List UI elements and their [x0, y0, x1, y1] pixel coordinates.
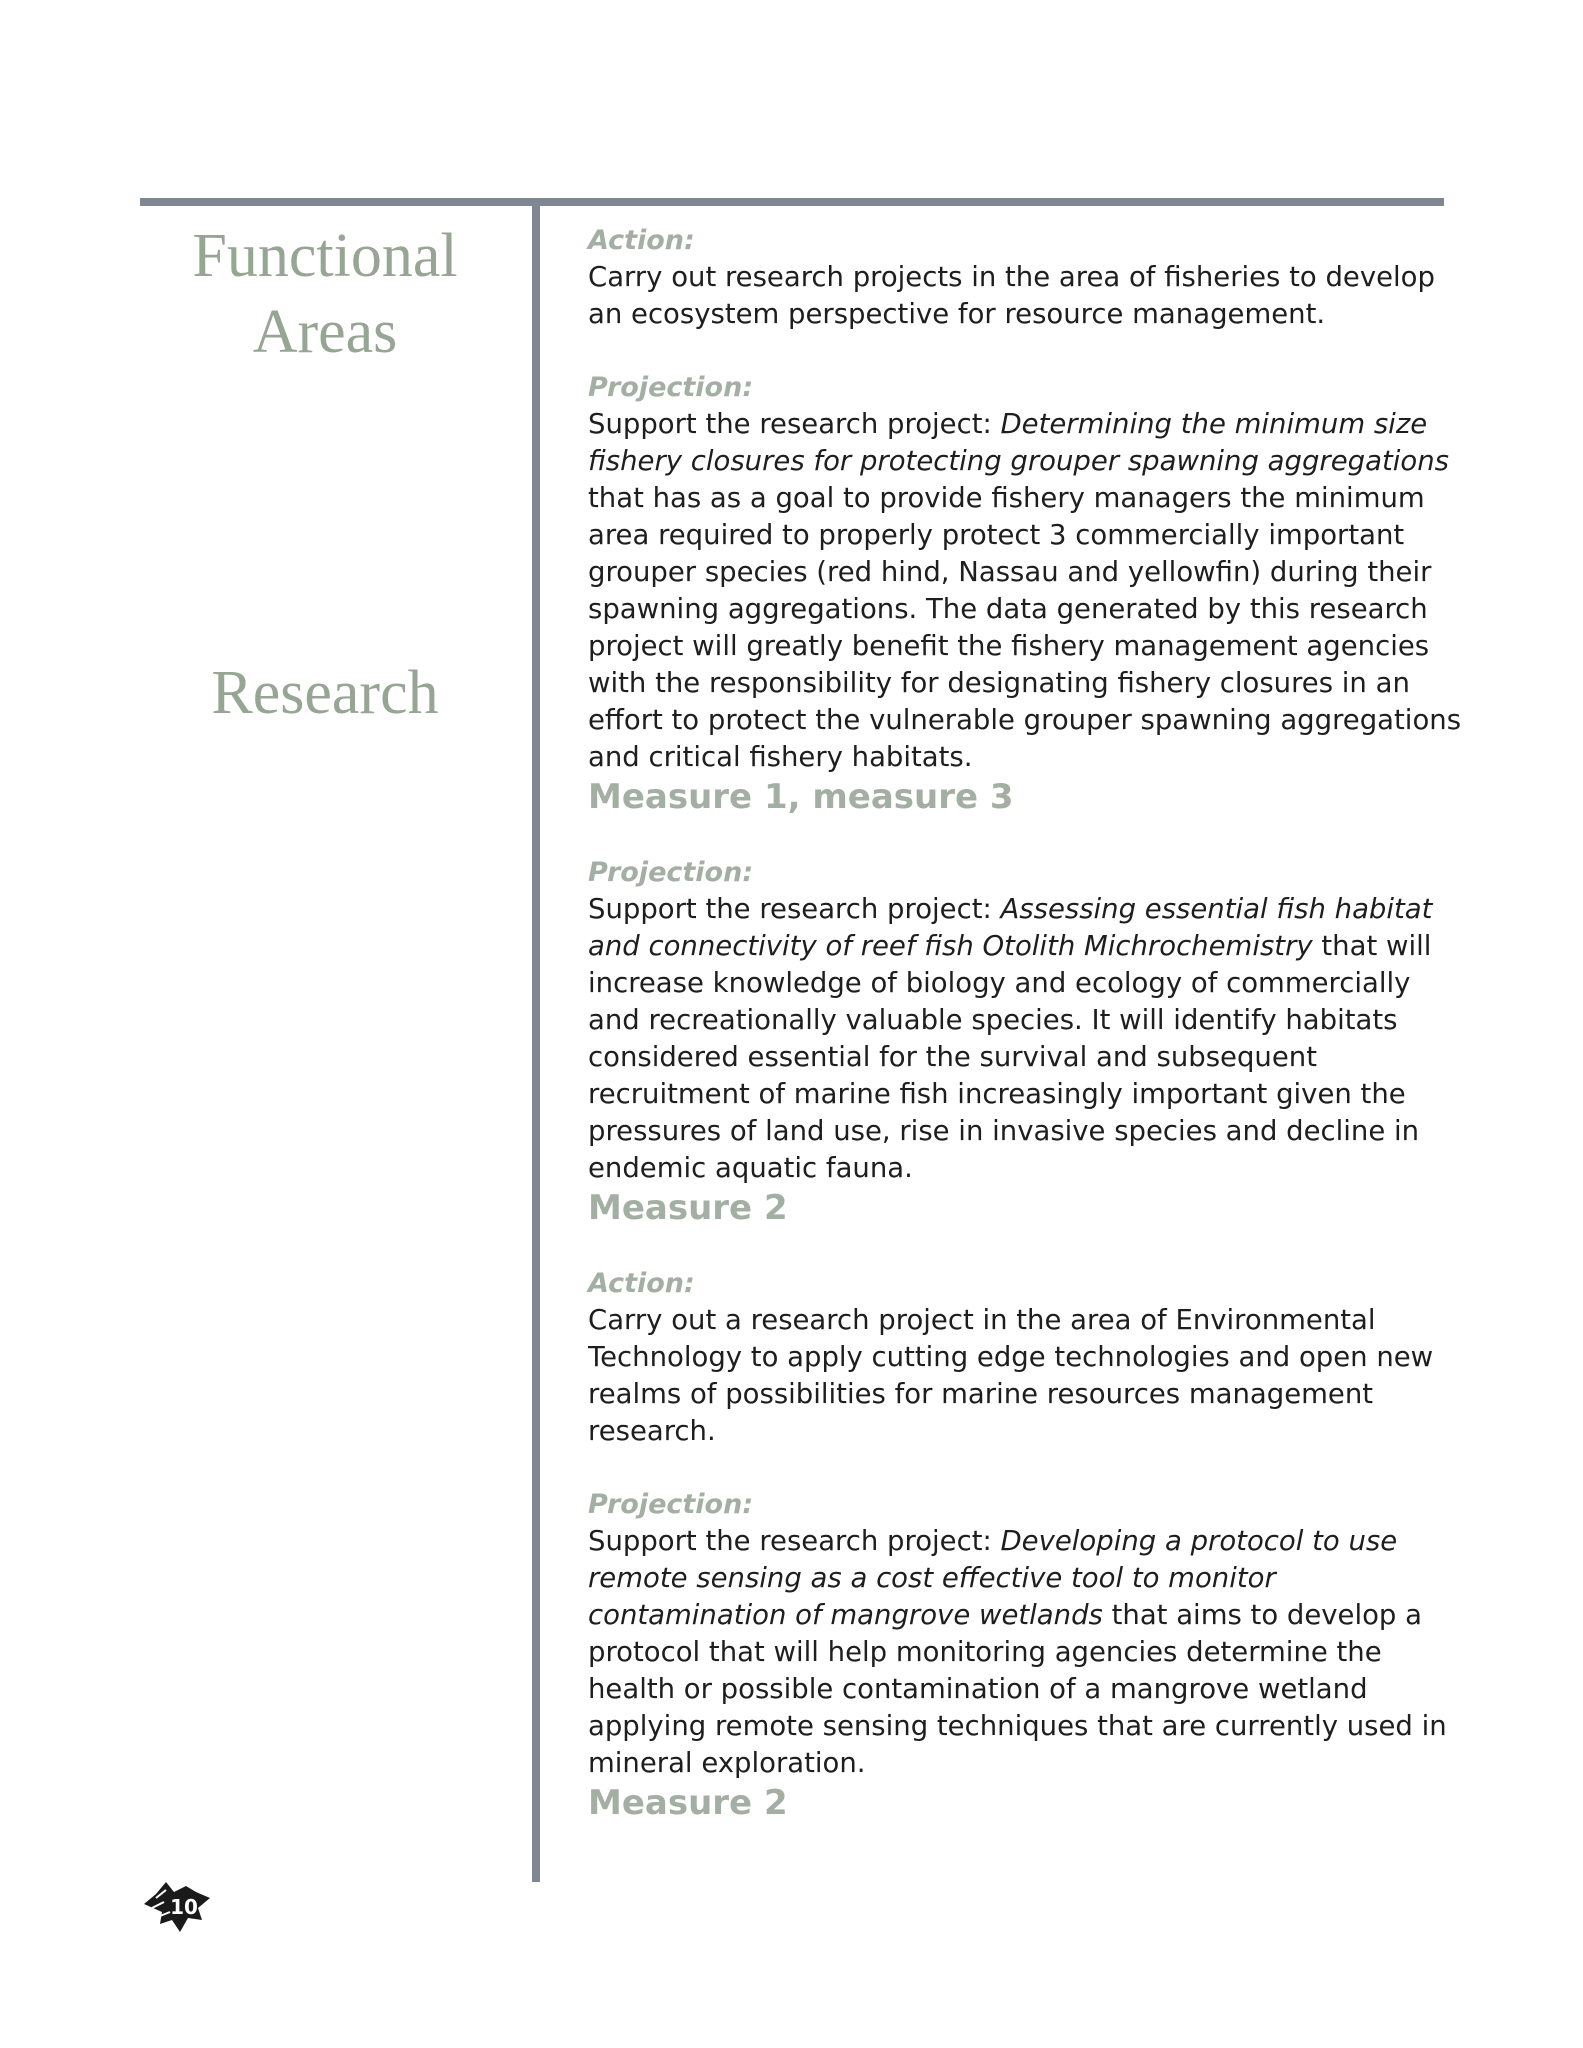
- main-content: [588, 222, 1468, 1860]
- measure-label: Measure 2: [588, 1783, 788, 1823]
- action-block-2: [588, 1265, 1468, 1450]
- fish-icon: [140, 1868, 214, 1938]
- page-number-badge: [140, 1868, 214, 1938]
- heading-line-2: Areas: [252, 298, 398, 366]
- projection-label: Projection:: [588, 372, 754, 403]
- page-number: 10: [170, 1895, 198, 1919]
- projection-prefix: Support the research project:: [588, 408, 1001, 440]
- projection-block-1: [588, 369, 1468, 818]
- action-text: Carry out research projects in the area of fisheries to develop an ecosystem perspective for resource management.: [588, 261, 1435, 330]
- measure-label: Measure 1, measure 3: [588, 777, 1014, 817]
- action-label: Action:: [588, 225, 695, 256]
- projection-block-2: [588, 854, 1468, 1229]
- projection-prefix: Support the research project:: [588, 893, 1001, 925]
- projection-label: Projection:: [588, 857, 754, 888]
- projection-text: [588, 406, 1468, 776]
- action-label: Action:: [588, 1268, 695, 1299]
- project-title: Developing a protocol to use remote sensing as a cost effective tool to monitor contamination of mangrove wetlands: [588, 1525, 1398, 1631]
- projection-label: Projection:: [588, 1489, 754, 1520]
- top-rule: [140, 198, 1444, 206]
- projection-description: that has as a goal to provide fishery managers the minimum area required to properly protect 3 commercially important grouper species (red hind, Nassau and yellowfin) during their spawning aggregations. The data generated by this research project will greatly benefit the fishery management agencies with the responsibility for designating fishery closures in an effort to protect the vulnerable grouper spawning aggregations and critical fishery habitats.: [588, 482, 1462, 773]
- projection-text: [588, 891, 1468, 1187]
- measure-label: Measure 2: [588, 1188, 788, 1228]
- projection-prefix: Support the research project:: [588, 1525, 1001, 1557]
- section-heading-research: Research: [211, 659, 439, 727]
- action-block-1: [588, 222, 1468, 333]
- functional-areas-heading: [140, 218, 510, 370]
- projection-description: that will increase knowledge of biology and ecology of commercially and recreationally valuable species. It will identify habitats considered essential for the survival and subsequent recruitment of marine fish increasingly important given the pressures of land use, rise in invasive species and decline in endemic aquatic fauna.: [588, 930, 1432, 1184]
- projection-block-3: [588, 1486, 1468, 1824]
- column-divider: [532, 204, 540, 1882]
- heading-line-1: Functional: [192, 222, 458, 290]
- projection-text: [588, 1523, 1468, 1782]
- projection-description: that aims to develop a protocol that will help monitoring agencies determine the health or possible contamination of a mangrove wetland applying remote sensing techniques that are currently used in mineral exploration.: [588, 1599, 1447, 1779]
- project-title: Determining the minimum size fishery closures for protecting grouper spawning aggregations: [588, 408, 1449, 477]
- project-title: Assessing essential fish habitat and connectivity of reef fish Otolith Michrochemistry: [588, 893, 1433, 962]
- action-text: Carry out a research project in the area of Environmental Technology to apply cutting edge technologies and open new realms of possibilities for marine resources management research.: [588, 1304, 1434, 1447]
